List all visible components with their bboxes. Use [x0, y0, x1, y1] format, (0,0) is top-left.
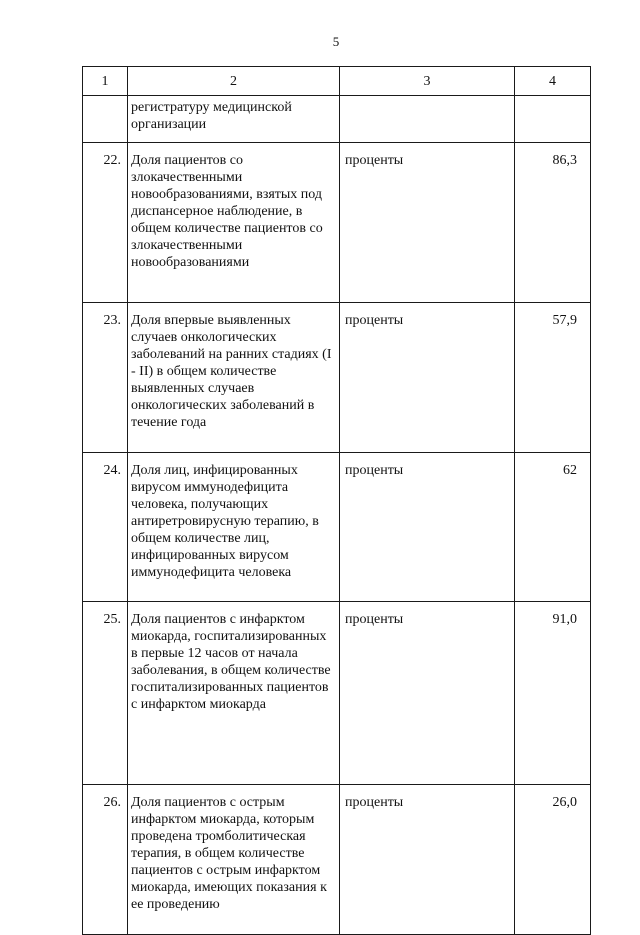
table-row [83, 453, 591, 602]
indicator-value: 57,9 [515, 303, 591, 453]
row-number-cell [83, 96, 128, 143]
indicator-value: 91,0 [515, 602, 591, 785]
table-row [83, 785, 591, 935]
table-header-row [83, 67, 591, 96]
table-row-continuation [83, 96, 591, 143]
table-row [83, 602, 591, 785]
row-number: 23. [83, 303, 128, 453]
row-number: 22. [83, 143, 128, 303]
indicator-value: 86,3 [515, 143, 591, 303]
unit-of-measure: проценты [340, 785, 515, 935]
indicators-table [82, 66, 591, 935]
table-row [83, 143, 591, 303]
indicator-name: Доля пациентов со злокачественными новообразованиями, взятых под диспансерное наблюдение, в общем количестве пациентов со злокачественными новообразованиями [128, 143, 340, 303]
row-number: 24. [83, 453, 128, 602]
column-header-1: 1 [83, 67, 128, 96]
indicator-value: 26,0 [515, 785, 591, 935]
unit-of-measure: проценты [340, 143, 515, 303]
indicator-name: Доля лиц, инфицированных вирусом иммунодефицита человека, получающих антиретровирусную терапию, в общем количестве лиц, инфицированных вирусом иммунодефицита человека [128, 453, 340, 602]
row-number: 25. [83, 602, 128, 785]
indicator-value: 62 [515, 453, 591, 602]
unit-cell [340, 96, 515, 143]
column-header-2: 2 [128, 67, 340, 96]
row-number: 26. [83, 785, 128, 935]
indicator-name: Доля впервые выявленных случаев онкологических заболеваний на ранних стадиях (I - II) в общем количестве выявленных случаев онкологических заболеваний в течение года [128, 303, 340, 453]
unit-of-measure: проценты [340, 303, 515, 453]
value-cell [515, 96, 591, 143]
page-number: 5 [332, 34, 340, 49]
indicator-name: Доля пациентов с инфарктом миокарда, госпитализированных в первые 12 часов от начала заболевания, в общем количестве госпитализированных пациентов с инфарктом миокарда [128, 602, 340, 785]
unit-of-measure: проценты [340, 453, 515, 602]
column-header-3: 3 [340, 67, 515, 96]
column-header-4: 4 [515, 67, 591, 96]
table-row [83, 303, 591, 453]
indicator-name: Доля пациентов с острым инфарктом миокарда, которым проведена тромболитическая терапия, в общем количестве пациентов с острым инфарктом миокарда, имеющих показания к ее проведению [128, 785, 340, 935]
indicator-name: регистратуру медицинской организации [128, 96, 340, 143]
unit-of-measure: проценты [340, 602, 515, 785]
